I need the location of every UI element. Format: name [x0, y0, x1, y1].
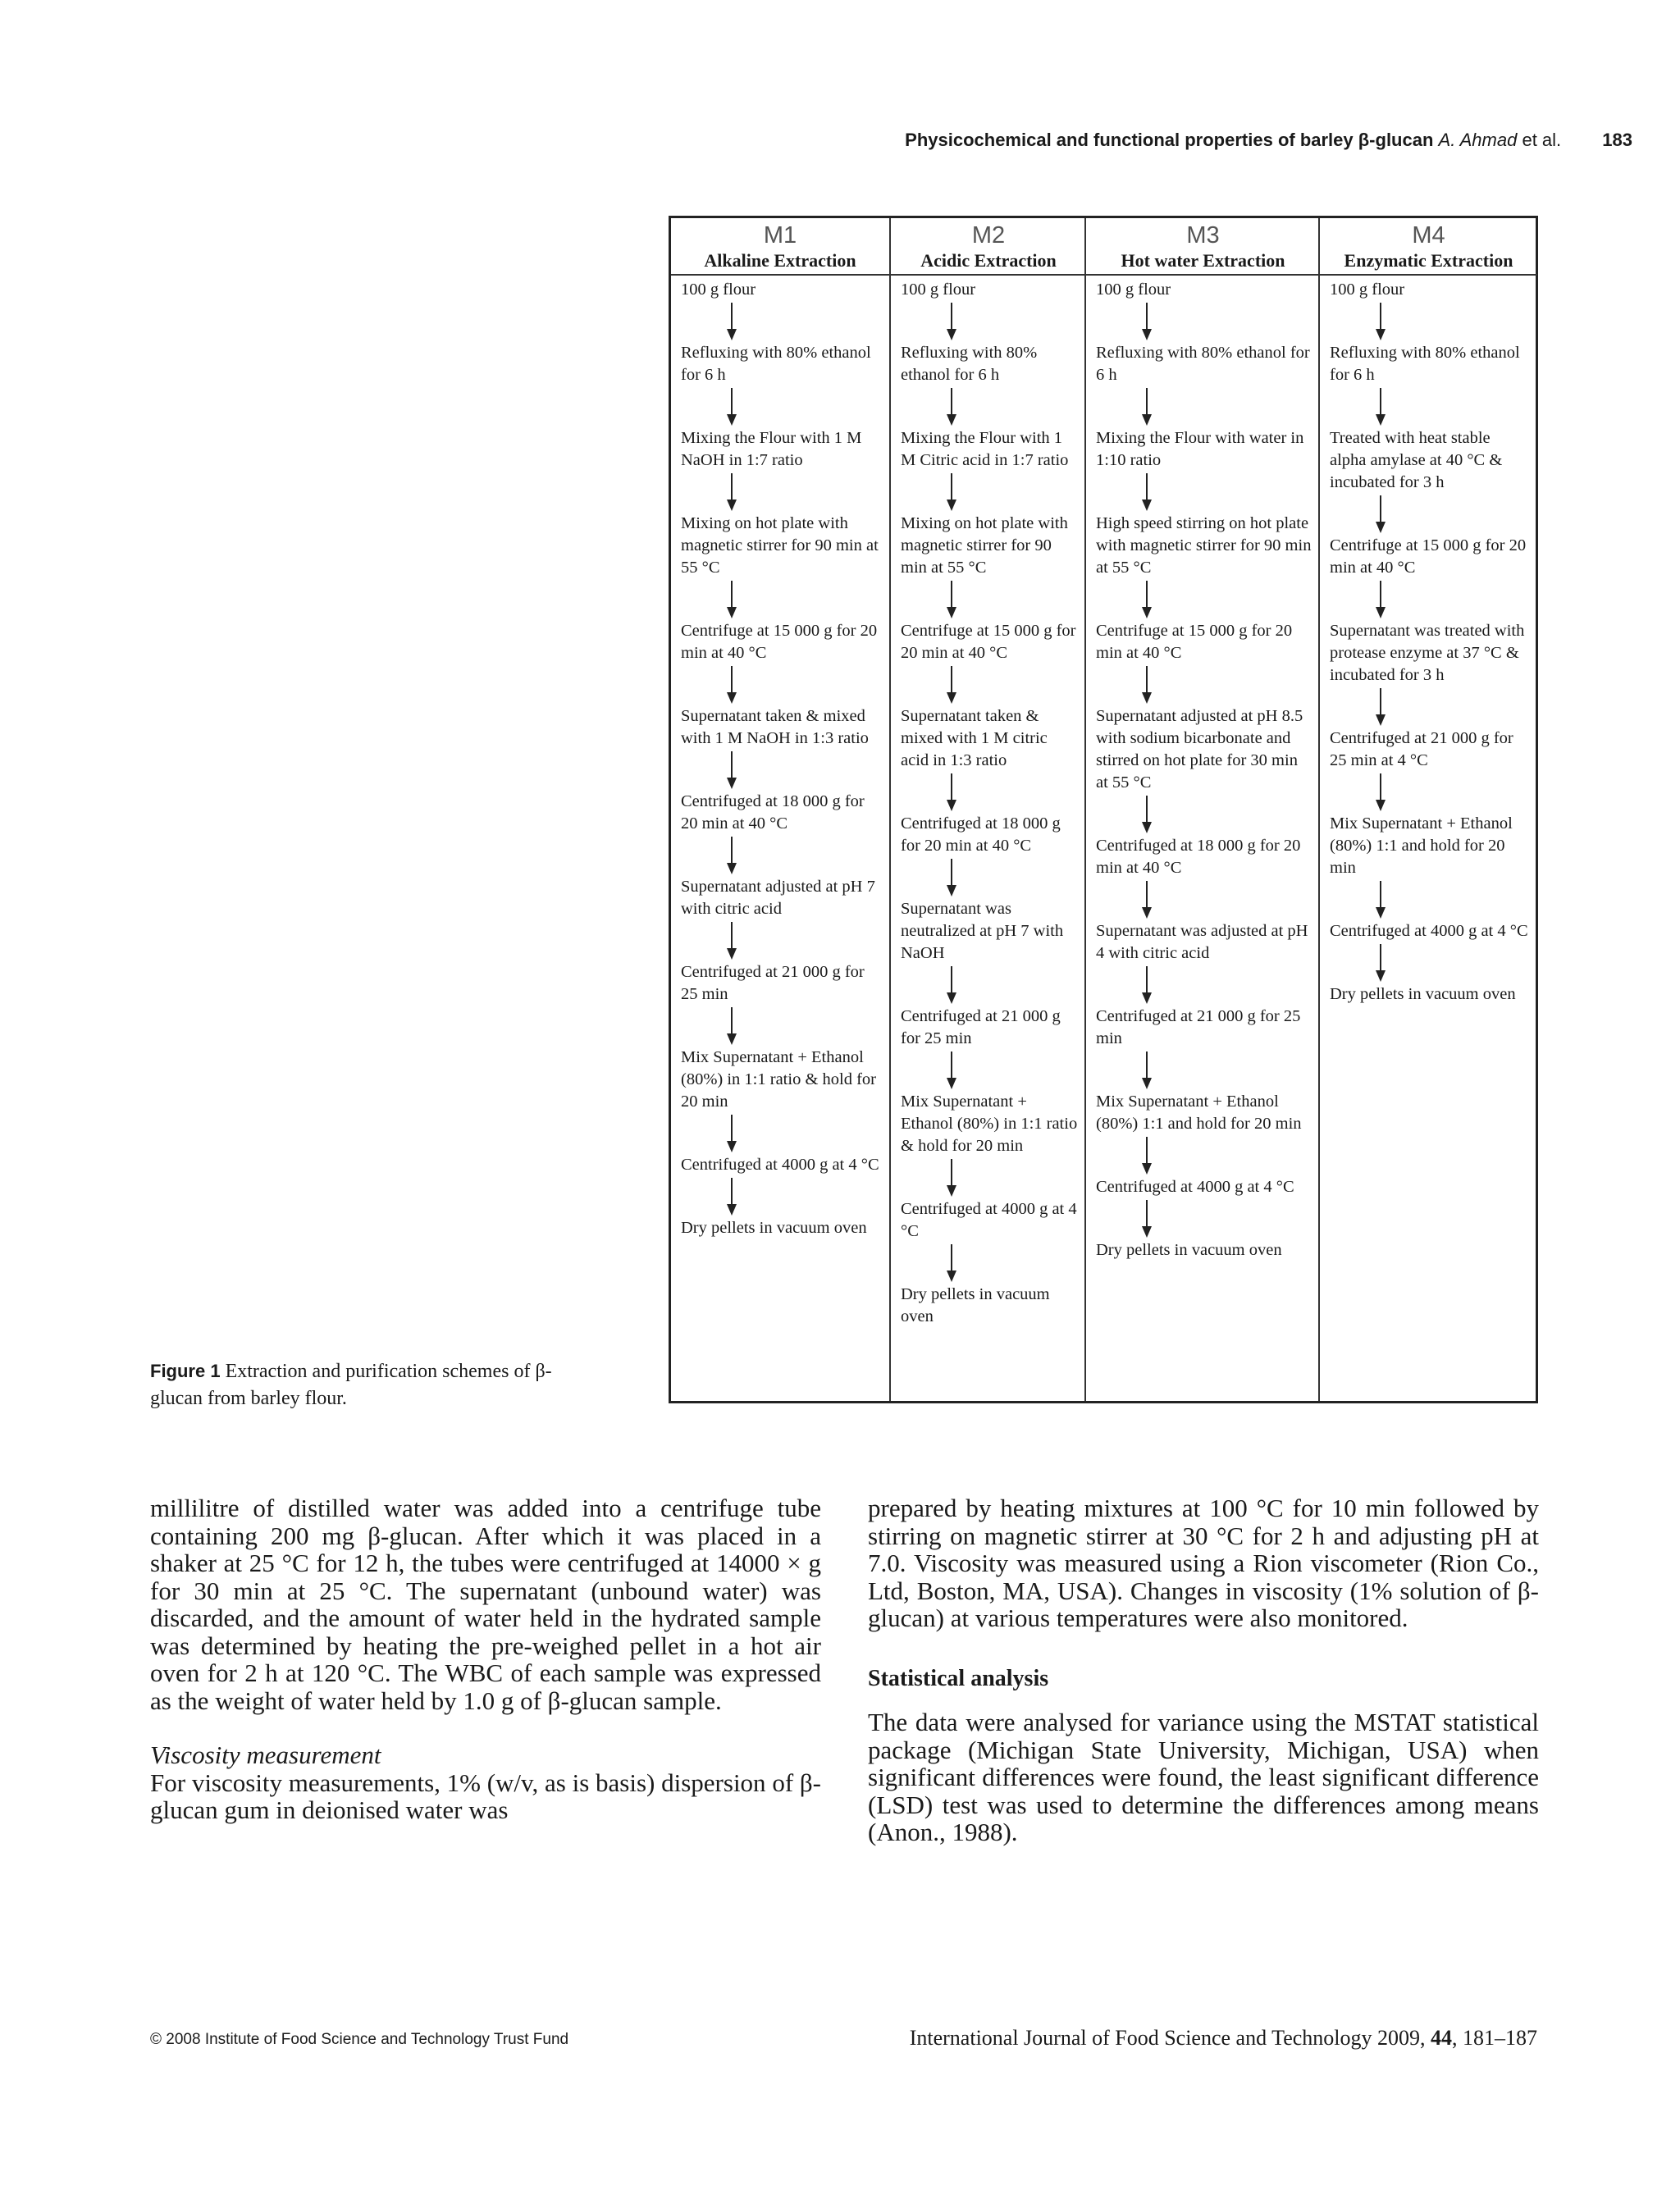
- flow-step: Refluxing with 80% ethanol for 6 h: [1330, 344, 1520, 384]
- down-arrow-icon: [1372, 388, 1389, 426]
- flow-step: Mix Supernatant + Ethanol (80%) in 1:1 ratio & hold for 20 min: [901, 1093, 1078, 1155]
- down-arrow-icon: [1372, 303, 1389, 340]
- statistical-analysis-paragraph: The data were analysed for variance using the MSTAT statistical package (Michigan State University, Michigan, USA) when significant differences were found, the least significant difference (LSD) test was used to determine the differences among means (Anon., 1988).: [868, 1708, 1539, 1846]
- flow-steps: [1086, 276, 1320, 1261]
- flow-step: Centrifuged at 4000 g at 4 °C: [681, 1156, 879, 1174]
- figure-column-m1: [671, 218, 889, 1401]
- flow-step: Mixing the Flour with 1 M Citric acid in 1:7 ratio: [901, 429, 1069, 469]
- flow-step: Supernatant was treated with protease enzyme at 37 °C & incubated for 3 h: [1330, 622, 1525, 684]
- footer-pages: , 181–187: [1452, 2026, 1537, 2050]
- down-arrow-icon: [1139, 881, 1155, 919]
- down-arrow-icon: [943, 773, 960, 811]
- flow-step: Centrifuged at 21 000 g for 25 min: [901, 1007, 1061, 1047]
- flow-step: Mixing the Flour with water in 1:10 ratio: [1096, 429, 1304, 469]
- down-arrow-icon: [724, 922, 740, 960]
- down-arrow-icon: [943, 1159, 960, 1197]
- flow-step: Supernatant taken & mixed with 1 M citric acid in 1:3 ratio: [901, 707, 1048, 769]
- down-arrow-icon: [943, 666, 960, 704]
- flow-step: Supernatant was adjusted at pH 4 with citric acid: [1096, 922, 1308, 962]
- footer-volume: 44: [1431, 2026, 1452, 2050]
- flow-step: Centrifuged at 4000 g at 4 °C: [1096, 1178, 1294, 1196]
- down-arrow-icon: [724, 303, 740, 340]
- footer-journal-name: International Journal of Food Science and Technology 2009,: [909, 2026, 1426, 2050]
- viscosity-paragraph-end: prepared by heating mixtures at 100 °C for 10 min followed by stirring on magnetic stirrer at 30 °C for 2 h and adjusting pH at 7.0. Viscosity was measured using a Rion viscometer (Rion Co., Ltd, Boston, MA, USA). Changes in viscosity (1% solution of β-glucan) at various temperatures were also monitored.: [868, 1494, 1539, 1632]
- flow-step: High speed stirring on hot plate with magnetic stirrer for 90 min at 55 °C: [1096, 514, 1312, 577]
- page-number: 183: [1602, 130, 1632, 150]
- method-title: Enzymatic Extraction: [1320, 249, 1537, 276]
- flow-step: Mix Supernatant + Ethanol (80%) in 1:1 ratio & hold for 20 min: [681, 1048, 876, 1111]
- down-arrow-icon: [724, 751, 740, 789]
- statistical-analysis-heading: Statistical analysis: [868, 1665, 1049, 1691]
- down-arrow-icon: [1139, 303, 1155, 340]
- figure-caption-text: Extraction and purification schemes of β-glucan from barley flour.: [150, 1361, 552, 1409]
- flow-steps: [891, 276, 1086, 1328]
- flow-step: Dry pellets in vacuum oven: [901, 1285, 1050, 1325]
- flow-step: Supernatant was neutralized at pH 7 with NaOH: [901, 900, 1064, 962]
- body-right-column: [868, 1494, 1539, 1846]
- down-arrow-icon: [1139, 796, 1155, 833]
- flow-step: Treated with heat stable alpha amylase at 40 °C & incubated for 3 h: [1330, 429, 1503, 491]
- down-arrow-icon: [724, 666, 740, 704]
- flow-step: Centrifuged at 18 000 g for 20 min at 40 °C: [681, 792, 865, 833]
- down-arrow-icon: [943, 303, 960, 340]
- down-arrow-icon: [1139, 388, 1155, 426]
- method-code: M1: [763, 222, 797, 249]
- down-arrow-icon: [1139, 666, 1155, 704]
- down-arrow-icon: [1372, 495, 1389, 533]
- down-arrow-icon: [1139, 1137, 1155, 1175]
- figure-column-header: [891, 218, 1086, 276]
- flow-step: Centrifuged at 18 000 g for 20 min at 40 °C: [901, 814, 1061, 855]
- flow-step: Refluxing with 80% ethanol for 6 h: [1096, 344, 1310, 384]
- figure-1-flowchart: [669, 216, 1538, 1403]
- down-arrow-icon: [724, 473, 740, 511]
- flow-step: Refluxing with 80% ethanol for 6 h: [681, 344, 871, 384]
- flow-step: Centrifuge at 15 000 g for 20 min at 40 °C: [1096, 622, 1293, 662]
- down-arrow-icon: [1139, 473, 1155, 511]
- figure-column-header: [671, 218, 889, 276]
- flow-step: Supernatant taken & mixed with 1 M NaOH in 1:3 ratio: [681, 707, 869, 747]
- footer-journal: [863, 2026, 1537, 2051]
- figure-column-m2: [889, 218, 1086, 1401]
- down-arrow-icon: [1139, 1200, 1155, 1238]
- flow-step: Mixing on hot plate with magnetic stirrer for 90 min at 55 °C: [681, 514, 879, 577]
- flow-step: Centrifuge at 15 000 g for 20 min at 40 °C: [1330, 536, 1527, 577]
- running-etal: et al.: [1522, 130, 1562, 150]
- down-arrow-icon: [1372, 773, 1389, 811]
- footer-copyright: © 2008 Institute of Food Science and Technology Trust Fund: [150, 2031, 569, 2048]
- flow-step: Supernatant adjusted at pH 7 with citric acid: [681, 878, 875, 918]
- figure-column-m4: [1318, 218, 1537, 1401]
- down-arrow-icon: [1139, 966, 1155, 1004]
- flow-step: Centrifuge at 15 000 g for 20 min at 40 °C: [681, 622, 878, 662]
- flow-step: Mixing on hot plate with magnetic stirrer for 90 min at 55 °C: [901, 514, 1068, 577]
- flow-step: Centrifuged at 21 000 g for 25 min at 4 °C: [1330, 729, 1513, 769]
- running-header: [812, 130, 1632, 151]
- down-arrow-icon: [724, 388, 740, 426]
- running-title: Physicochemical and functional properties of barley β-glucan: [905, 130, 1434, 150]
- flow-steps: [671, 276, 889, 1239]
- figure-caption-label: Figure 1: [150, 1361, 221, 1381]
- flow-step: 100 g flour: [1096, 281, 1171, 299]
- flow-step: Centrifuged at 21 000 g for 25 min: [681, 963, 865, 1003]
- method-code: M4: [1412, 222, 1445, 249]
- method-title: Hot water Extraction: [1086, 249, 1320, 276]
- flow-step: Centrifuged at 4000 g at 4 °C: [1330, 922, 1528, 940]
- down-arrow-icon: [724, 1007, 740, 1045]
- flow-steps: [1320, 276, 1537, 1006]
- down-arrow-icon: [1139, 581, 1155, 618]
- down-arrow-icon: [943, 1244, 960, 1282]
- figure-caption: [150, 1357, 593, 1412]
- down-arrow-icon: [943, 1052, 960, 1089]
- flow-step: Centrifuged at 18 000 g for 20 min at 40 °C: [1096, 837, 1301, 877]
- figure-column-m3: [1084, 218, 1320, 1401]
- flow-step: Mix Supernatant + Ethanol (80%) 1:1 and hold for 20 min: [1330, 814, 1513, 877]
- flow-step: Dry pellets in vacuum oven: [681, 1219, 867, 1237]
- flow-step: Supernatant adjusted at pH 8.5 with sodium bicarbonate and stirred on hot plate for 30 min at 55 °C: [1096, 707, 1303, 792]
- flow-step: Mixing the Flour with 1 M NaOH in 1:7 ratio: [681, 429, 862, 469]
- method-code: M2: [971, 222, 1006, 249]
- down-arrow-icon: [724, 581, 740, 618]
- flow-step: Dry pellets in vacuum oven: [1330, 985, 1516, 1003]
- down-arrow-icon: [1372, 881, 1389, 919]
- viscosity-heading: Viscosity measurement: [150, 1740, 381, 1769]
- flow-step: Dry pellets in vacuum oven: [1096, 1241, 1282, 1259]
- down-arrow-icon: [943, 966, 960, 1004]
- down-arrow-icon: [724, 1115, 740, 1152]
- down-arrow-icon: [1372, 688, 1389, 726]
- flow-step: Centrifuged at 4000 g at 4 °C: [901, 1200, 1077, 1240]
- flow-step: 100 g flour: [1330, 281, 1405, 299]
- method-code: M3: [1186, 222, 1220, 249]
- down-arrow-icon: [1372, 581, 1389, 618]
- flow-step: Refluxing with 80% ethanol for 6 h: [901, 344, 1038, 384]
- down-arrow-icon: [1139, 1052, 1155, 1089]
- flow-step: Centrifuge at 15 000 g for 20 min at 40 °C: [901, 622, 1076, 662]
- down-arrow-icon: [724, 837, 740, 874]
- down-arrow-icon: [943, 473, 960, 511]
- flow-step: Centrifuged at 21 000 g for 25 min: [1096, 1007, 1301, 1047]
- down-arrow-icon: [943, 581, 960, 618]
- figure-column-header: [1086, 218, 1320, 276]
- wbc-paragraph: millilitre of distilled water was added into a centrifuge tube containing 200 mg β-glucan. After which it was placed in a shaker at 25 °C for 12 h, the tubes were centrifuged at 14000 × g for 30 min at 25 °C. The supernatant (unbound water) was discarded, and the amount of water held in the hydrated sample was determined by heating the pre-weighed pellet in a hot air oven for 2 h at 120 °C. The WBC of each sample was expressed as the weight of water held by 1.0 g of β-glucan sample.: [150, 1494, 821, 1715]
- body-left-column: [150, 1494, 821, 1824]
- flow-step: 100 g flour: [681, 281, 756, 299]
- flow-step: Mix Supernatant + Ethanol (80%) 1:1 and hold for 20 min: [1096, 1093, 1302, 1133]
- running-authors: A. Ahmad: [1438, 130, 1518, 150]
- flow-step: 100 g flour: [901, 281, 976, 299]
- down-arrow-icon: [943, 859, 960, 896]
- down-arrow-icon: [1372, 944, 1389, 982]
- method-title: Alkaline Extraction: [671, 249, 889, 276]
- figure-column-header: [1320, 218, 1537, 276]
- viscosity-paragraph-start: For viscosity measurements, 1% (w/v, as is basis) dispersion of β-glucan gum in deionised water was: [150, 1768, 821, 1824]
- down-arrow-icon: [724, 1178, 740, 1216]
- down-arrow-icon: [943, 388, 960, 426]
- method-title: Acidic Extraction: [891, 249, 1086, 276]
